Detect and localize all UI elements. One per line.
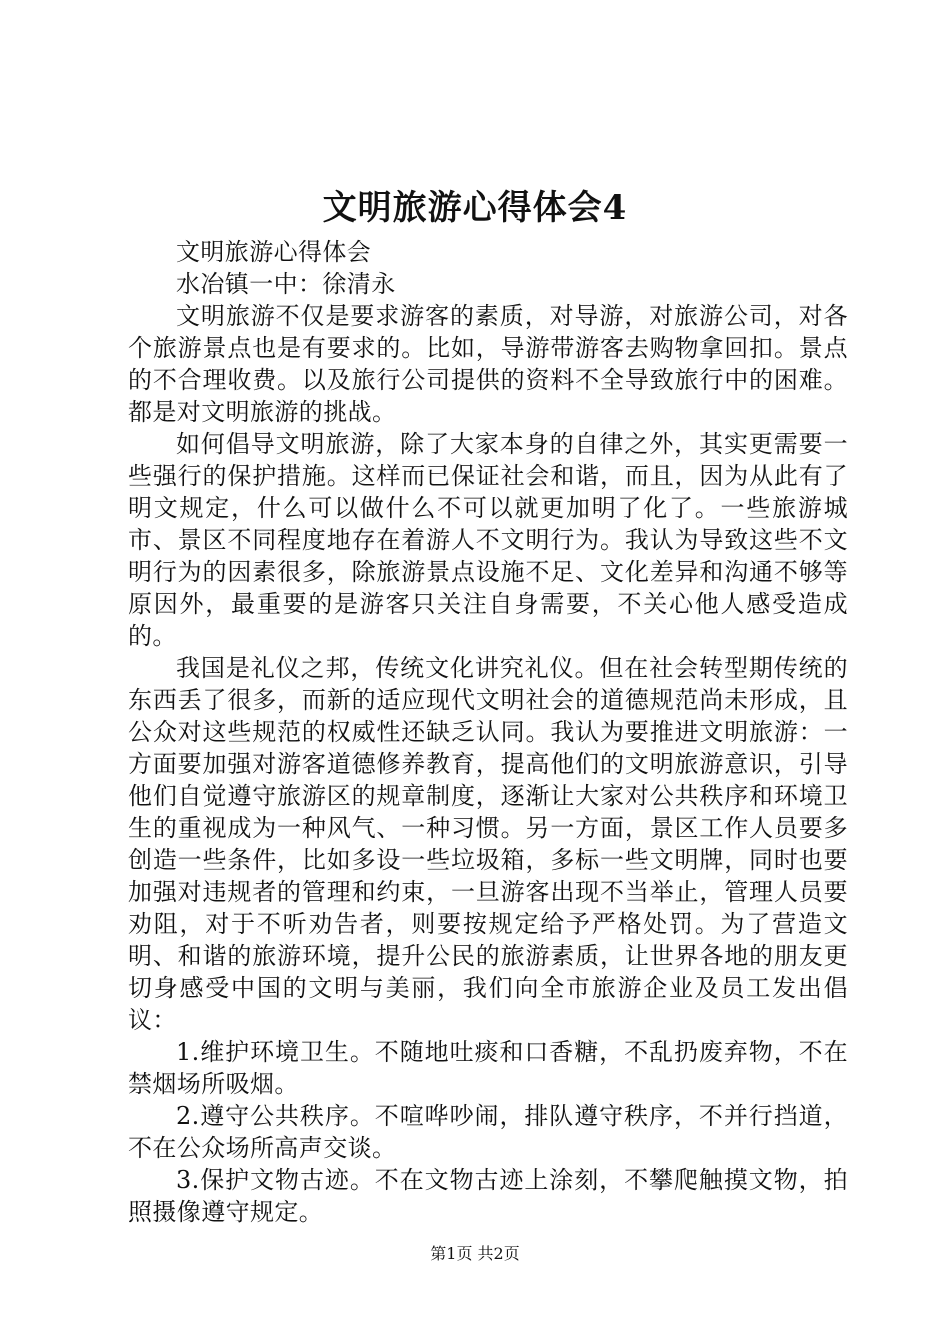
page-footer: 第1页 共2页 <box>430 1244 520 1263</box>
body-paragraph: 文明旅游不仅是要求游客的素质，对导游，对旅游公司，对各个旅游景点也是有要求的。比如，导游带游客去购物拿回扣。景点的不合理收费。以及旅行公司提供的资料不全导致旅行中的困难。都是对文明旅游的挑战。 <box>128 302 848 426</box>
subtitle-paragraph: 文明旅游心得体会 <box>176 238 372 266</box>
list-item-paragraph: 2.遵守公共秩序。不喧哗吵闹，排队遵守秩序，不并行挡道，不在公众场所高声交谈。 <box>128 1102 848 1162</box>
document-body <box>128 236 848 1228</box>
body-paragraph: 我国是礼仪之邦，传统文化讲究礼仪。但在社会转型期传统的东西丢了很多，而新的适应现代文明社会的道德规范尚未形成，且公众对这些规范的权威性还缺乏认同。我认为要推进文明旅游：一方面要加强对游客道德修养教育，提高他们的文明旅游意识，引导他们自觉遵守旅游区的规章制度，逐渐让大家对公共秩序和环境卫生的重视成为一种风气、一种习惯。另一方面，景区工作人员要多创造一些条件，比如多设一些垃圾箱，多标一些文明牌，同时也要加强对违规者的管理和约束，一旦游客出现不当举止，管理人员要劝阻，对于不听劝告者，则要按规定给予严格处罚。为了营造文明、和谐的旅游环境，提升公民的旅游素质，让世界各地的朋友更切身感受中国的文明与美丽，我们向全市旅游企业及员工发出倡议： <box>128 654 848 1034</box>
list-item-paragraph: 1.维护环境卫生。不随地吐痰和口香糖，不乱扔废弃物，不在禁烟场所吸烟。 <box>128 1038 848 1098</box>
body-paragraph: 如何倡导文明旅游，除了大家本身的自律之外，其实更需要一些强行的保护措施。这样而已保证社会和谐，而且，因为从此有了明文规定，什么可以做什么不可以就更加明了化了。一些旅游城市、景区不同程度地存在着游人不文明行为。我认为导致这些不文明行为的因素很多，除旅游景点设施不足、文化差异和沟通不够等原因外，最重要的是游客只关注自身需要，不关心他人感受造成的。 <box>128 430 848 650</box>
list-item-paragraph: 3.保护文物古迹。不在文物古迹上涂刻，不攀爬触摸文物，拍照摄像遵守规定。 <box>128 1166 848 1226</box>
author-paragraph: 水冶镇一中：徐清永 <box>176 270 396 298</box>
document-title: 文明旅游心得体会4 <box>322 188 628 228</box>
